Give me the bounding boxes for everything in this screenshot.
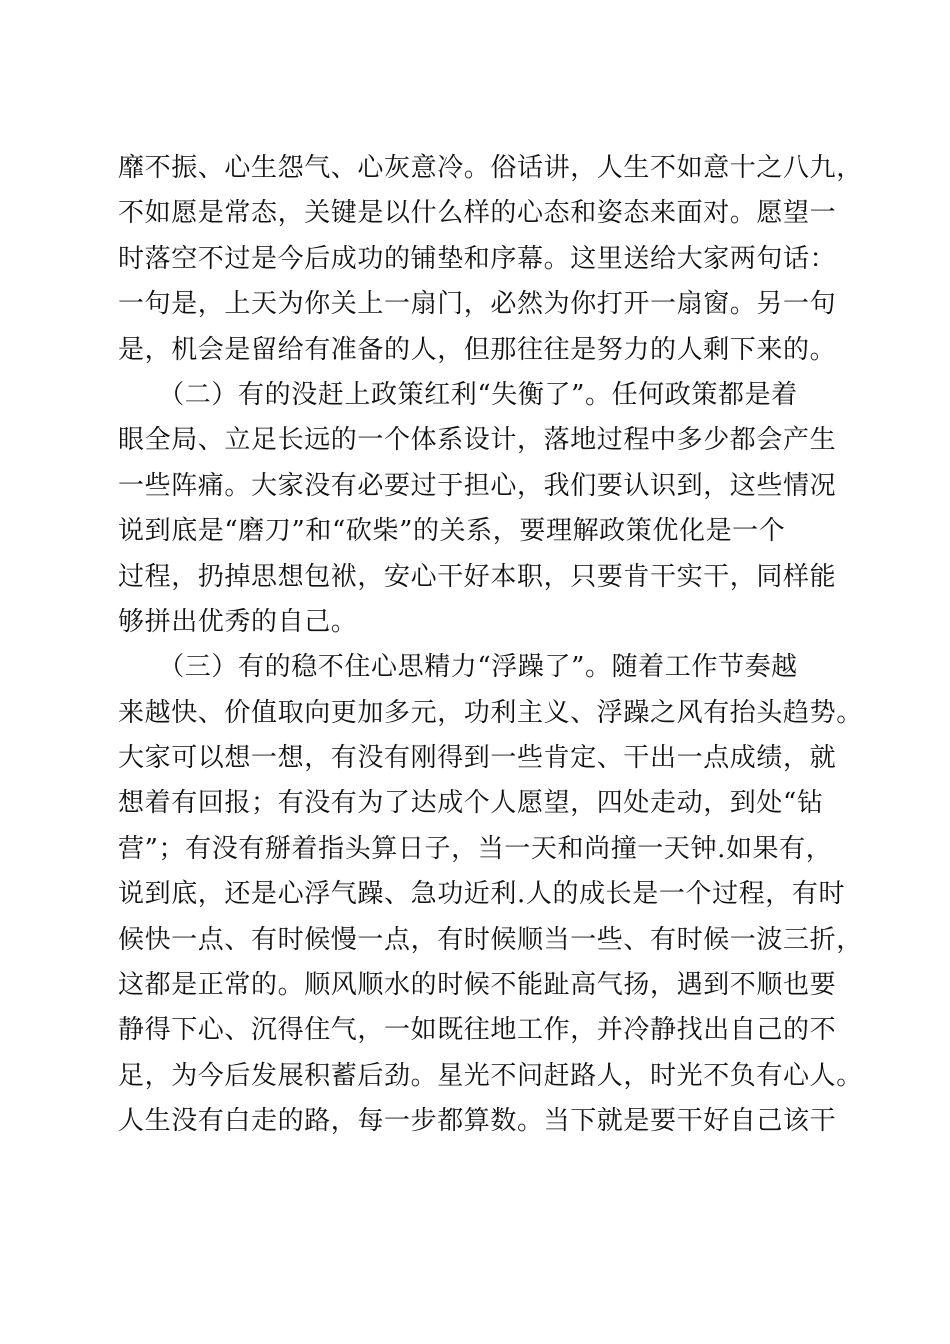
section-heading-line: （三）有的稳不住心思精力“浮躁了”。随着工作节奏越: [118, 652, 798, 683]
text-line: 过程，扔掉思想包袱，安心干好本职，只要肯干实干，同样能: [118, 561, 837, 592]
text-line: 这都是正常的。顺风顺水的时候不能趾高气扬，遇到不顺也要: [118, 970, 837, 1001]
text-line: 够拼出优秀的自己。: [118, 606, 358, 637]
text-line: 时落空不过是今后成功的铺垫和序幕。这里送给大家两句话：: [118, 243, 837, 274]
text-line: 靡不振、心生怨气、心灰意冷。俗话讲，人生不如意十之八九，: [118, 153, 863, 183]
body-text: [118, 146, 863, 1145]
text-line: 想着有回报；有没有为了达成个人愿望，四处走动，到处“钻: [118, 788, 824, 819]
text-line: 人生没有白走的路，每一步都算数。当下就是要干好自己该干: [118, 1106, 837, 1137]
section-heading-line: （二）有的没赶上政策红利“失衡了”。任何政策都是着: [118, 379, 798, 410]
text-line: 候快一点、有时候慢一点，有时候顺当一些、有时候一波三折，: [118, 924, 863, 955]
text-line: 不如愿是常态，关键是以什么样的心态和姿态来面对。愿望一: [118, 198, 837, 229]
text-line: 营”；有没有掰着指头算日子，当一天和尚撞一天钟.如果有，: [118, 833, 833, 864]
text-line: 静得下心、沉得住气，一如既往地工作，并冷静找出自己的不: [118, 1015, 837, 1046]
text-line: 一些阵痛。大家没有必要过于担心，我们要认识到，这些情况: [118, 470, 837, 501]
text-line: 眼全局、立足长远的一个体系设计，落地过程中多少都会产生: [118, 425, 837, 456]
text-line: 是，机会是留给有准备的人，但那往往是努力的人剩下来的。: [118, 334, 837, 365]
text-line: 说到底是“磨刀”和“砍柴”的关系，要理解政策优化是一个: [118, 516, 786, 547]
text-line: 足，为今后发展积蓄后劲。星光不问赶路人，时光不负有心人。: [118, 1060, 863, 1091]
text-line: 来越快、价值取向更加多元，功利主义、浮躁之风有抬头趋势。: [118, 697, 863, 728]
text-line: 一句是，上天为你关上一扇门，必然为你打开一扇窗。另一句: [118, 289, 837, 320]
text-line: 大家可以想一想，有没有刚得到一些肯定、干出一点成绩，就: [118, 743, 837, 774]
text-line: 说到底，还是心浮气躁、急功近利.人的成长是一个过程，有时: [118, 879, 846, 910]
